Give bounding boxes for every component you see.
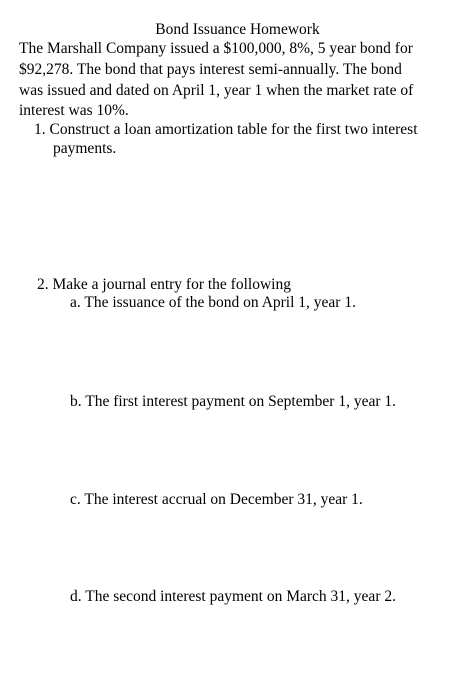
page-title: Bond Issuance Homework [155,21,320,38]
intro-line-4: interest was 10%. [19,102,129,119]
question-2-part-b: b. The first interest payment on September 1, year 1. [70,393,396,410]
question-2-part-d: d. The second interest payment on March 31, year 2. [70,588,396,605]
intro-line-2: $92,278. The bond that pays interest semi-annually. The bond [19,61,402,78]
intro-line-1: The Marshall Company issued a $100,000, 8%, 5 year bond for [19,40,413,57]
question-2-part-c: c. The interest accrual on December 31, year 1. [70,491,363,508]
question-2-part-a: a. The issuance of the bond on April 1, year 1. [70,294,356,311]
question-1-line-2: payments. [53,140,117,157]
question-2: 2. Make a journal entry for the following [37,276,291,293]
intro-line-3: was issued and dated on April 1, year 1 when the market rate of [19,82,414,99]
question-1-line-1: 1. Construct a loan amortization table for the first two interest [34,121,418,138]
